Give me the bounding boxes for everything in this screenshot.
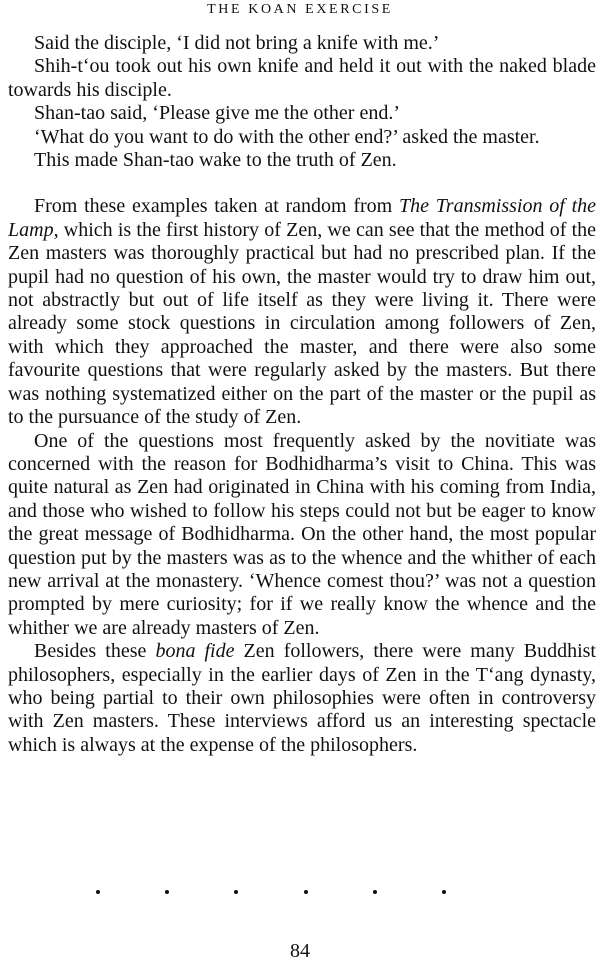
dot (304, 890, 308, 894)
dot (442, 890, 446, 894)
paragraph (8, 640, 596, 757)
paragraph: Shih-t‘ou took out his own knife and held it out with the naked blade towards his disciple. (8, 55, 596, 101)
paragraph-text: Besides these (34, 640, 156, 663)
italic-phrase: bona fide (155, 640, 235, 663)
running-header: THE KOAN EXERCISE (207, 2, 393, 17)
paragraph: One of the questions most frequently asked by the novitiate was concerned with the reason for Bodhidharma’s visit to China. This was quite natural as Zen had originated in China with his coming from India, and those who wished to follow his steps could not but be eager to know the great message of Bodhidharma. On the other hand, the most popular question put by the masters was as to the whence and the whither of each new arrival at the monastery. ‘Whence comest thou?’ was not a question prompted by mere curiosity; for if we really know the whence and the whither we are already masters of Zen. (8, 429, 596, 639)
paragraph-text: From these examples taken at random from (34, 195, 400, 218)
book-title: The Transmission of the Lamp (8, 195, 596, 241)
dot (165, 890, 169, 894)
paragraph-text: Zen followers, there were many Buddhist philosophers, especially in the earlier days of Zen in the T‘ang dynasty, who being partial to their own philosophies were often in controversy with Zen masters. These interviews afford us an interesting spectacle which is always at the expense of the philosophers. (8, 640, 596, 756)
body-text (8, 32, 596, 757)
paragraph: Shan-tao said, ‘Please give me the other end.’ (34, 102, 400, 125)
dot (234, 890, 238, 894)
paragraph-text: , which is the first history of Zen, we can see that the method of the Zen masters was thoroughly practical but had no prescribed plan. If the pupil had no question of his own, the master would try to draw him out, not abstractly but out of life itself as they were living it. There were already some stock questions in circulation among followers of Zen, with which they approached the master, and there were also some favourite questions that were regularly asked by the masters. But there was nothing systematized either on the part of the master or the pupil as to the pursuance of the study of Zen. (8, 218, 596, 429)
paragraph: Said the disciple, ‘I did not bring a knife with me.’ (34, 32, 440, 54)
dot (373, 890, 377, 894)
paragraph (8, 195, 596, 429)
page-number: 84 (290, 940, 310, 962)
paragraph: ‘What do you want to do with the other end?’ asked the master. (34, 125, 540, 148)
dot (96, 890, 100, 894)
paragraph: This made Shan-tao wake to the truth of Zen. (34, 149, 397, 172)
section-break-dots (96, 890, 446, 894)
